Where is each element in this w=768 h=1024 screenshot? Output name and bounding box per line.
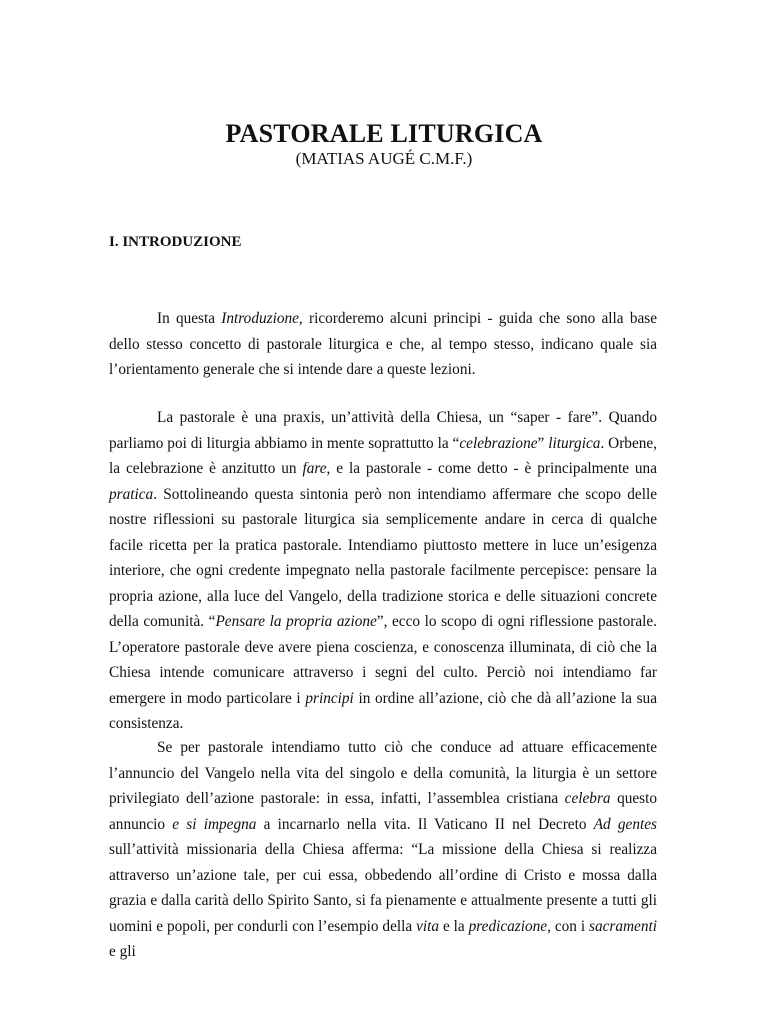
italic-text-run: pratica bbox=[109, 485, 154, 503]
text-run: . Sottolineando questa sintonia però non intendiamo affermare che scopo delle nostre riflessioni su pastorale liturgica sia semplicemente andare in cerca di qualche facile ricetta per la pratica pastorale. Intendiamo piuttosto mettere in luce un’esigenza interiore, che ogni credente impegnato nella pastorale facilmente percepisce: pensare la propria azione, alla luce del Vangelo, della tradizione storica e delle situazioni concrete della comunità. “ bbox=[109, 485, 657, 630]
italic-text-run: principi bbox=[305, 689, 354, 707]
text-run: , con i bbox=[547, 917, 590, 935]
paragraph-1 bbox=[109, 306, 657, 383]
italic-text-run: liturgica bbox=[548, 434, 601, 452]
italic-text-run: predicazione bbox=[468, 917, 548, 935]
text-run: . Orbene, la celebrazione è anzitutto un bbox=[109, 434, 657, 477]
text-run: La pastorale è una praxis, un’attività della Chiesa, un “saper - fare”. Quando parliamo poi di liturgia abbiamo in mente soprattutto la “ bbox=[109, 409, 657, 452]
italic-text-run: celebra bbox=[564, 790, 611, 807]
paragraph-text bbox=[109, 306, 657, 383]
text-run: Se per pastorale intendiamo tutto ciò che conduce ad attuare efficacemente l’annuncio del Vangelo nella vita del singolo e della comunità, la liturgia è un settore privilegiato dell’azione pastorale: in essa, infatti, l’assemblea cristiana bbox=[109, 739, 657, 807]
text-run: sull’attività missionaria della Chiesa afferma: “La missione della Chiesa si realizza attraverso un’azione tale, per cui essa, obbedendo all’ordine di Cristo e mossa dalla grazia e dalla carità dello Spirito Santo, si fa pienamente e attualmente presente a tutti gli uomini e popoli, per condurli con l’esempio della bbox=[109, 841, 657, 935]
document-author: (MATIAS AUGÉ C.M.F.) bbox=[295, 149, 473, 168]
paragraph-text bbox=[109, 735, 657, 965]
italic-text-run: Ad gentes bbox=[593, 815, 657, 833]
text-run: e gli bbox=[109, 943, 136, 960]
italic-text-run: Pensare la propria azione bbox=[215, 613, 377, 630]
italic-text-run: Introduzione bbox=[221, 310, 299, 327]
section-heading: I. INTRODUZIONE bbox=[109, 234, 242, 250]
paragraph-2 bbox=[109, 405, 657, 737]
text-run: In questa bbox=[157, 310, 222, 327]
text-run: , ricorderemo alcuni principi - guida che sono alla base dello stesso concetto di pastorale liturgica e che, al tempo stesso, indicano quale sia l’orientamento generale che si intende dare a queste lezioni. bbox=[109, 310, 657, 378]
text-run: in ordine all’azione, ciò che dà all’azione la sua consistenza. bbox=[109, 689, 657, 732]
text-run: ”, ecco lo scopo di ogni riflessione pastorale. L’operatore pastorale deve avere piena coscienza, e conoscenza illuminata, di ciò che la Chiesa intende comunicare attraverso i segni del culto. Perciò noi intendiamo far emergere in modo particolare i bbox=[109, 613, 657, 707]
text-run: , e la pastorale - come detto - è principalmente una bbox=[326, 460, 657, 477]
italic-text-run: fare bbox=[302, 460, 327, 477]
text-run: questo annuncio bbox=[109, 790, 658, 833]
text-run: ” bbox=[537, 434, 549, 452]
document-title: PASTORALE LITURGICA bbox=[225, 119, 543, 148]
italic-text-run: celebrazione bbox=[459, 434, 538, 452]
italic-text-run: vita bbox=[416, 917, 440, 935]
text-run: e la bbox=[439, 917, 469, 935]
paragraph-text bbox=[109, 405, 657, 737]
italic-text-run: e si impegna bbox=[172, 815, 257, 833]
text-run: a incarnarlo nella vita. Il Vaticano II nel Decreto bbox=[256, 815, 594, 833]
italic-text-run: sacramenti bbox=[589, 917, 657, 935]
paragraph-3 bbox=[109, 735, 657, 965]
